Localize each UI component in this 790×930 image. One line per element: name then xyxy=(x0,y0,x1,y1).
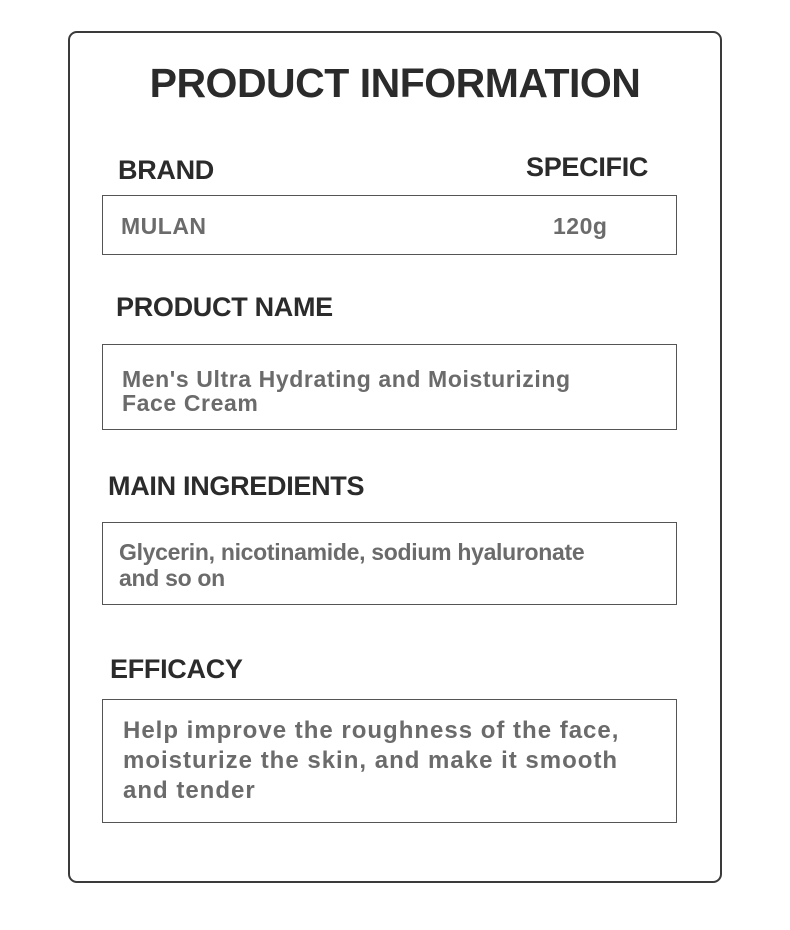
efficacy-label: EFFICACY xyxy=(110,654,243,684)
efficacy-line: and tender xyxy=(123,777,256,804)
efficacy-line: Help improve the roughness of the face, xyxy=(123,717,620,744)
main-ingredients-value xyxy=(119,539,584,591)
main-ingredients-label: MAIN INGREDIENTS xyxy=(108,471,365,501)
efficacy-line: moisturize the skin, and make it smooth xyxy=(123,747,619,774)
efficacy-value xyxy=(123,716,619,806)
page-title: PRODUCT INFORMATION xyxy=(149,60,641,106)
product-name-value xyxy=(122,367,571,415)
specific-value: 120g xyxy=(553,213,608,239)
brand-value: MULAN xyxy=(121,213,207,239)
specific-label: SPECIFIC xyxy=(526,152,649,182)
product-name-line: Men's Ultra Hydrating and Moisturizing xyxy=(122,366,571,392)
main-ingredients-line: Glycerin, nicotinamide, sodium hyaluronate xyxy=(119,539,585,565)
main-ingredients-line: and so on xyxy=(119,565,225,591)
brand-label: BRAND xyxy=(118,155,214,185)
product-name-line: Face Cream xyxy=(122,390,259,416)
product-name-label: PRODUCT NAME xyxy=(116,292,333,322)
